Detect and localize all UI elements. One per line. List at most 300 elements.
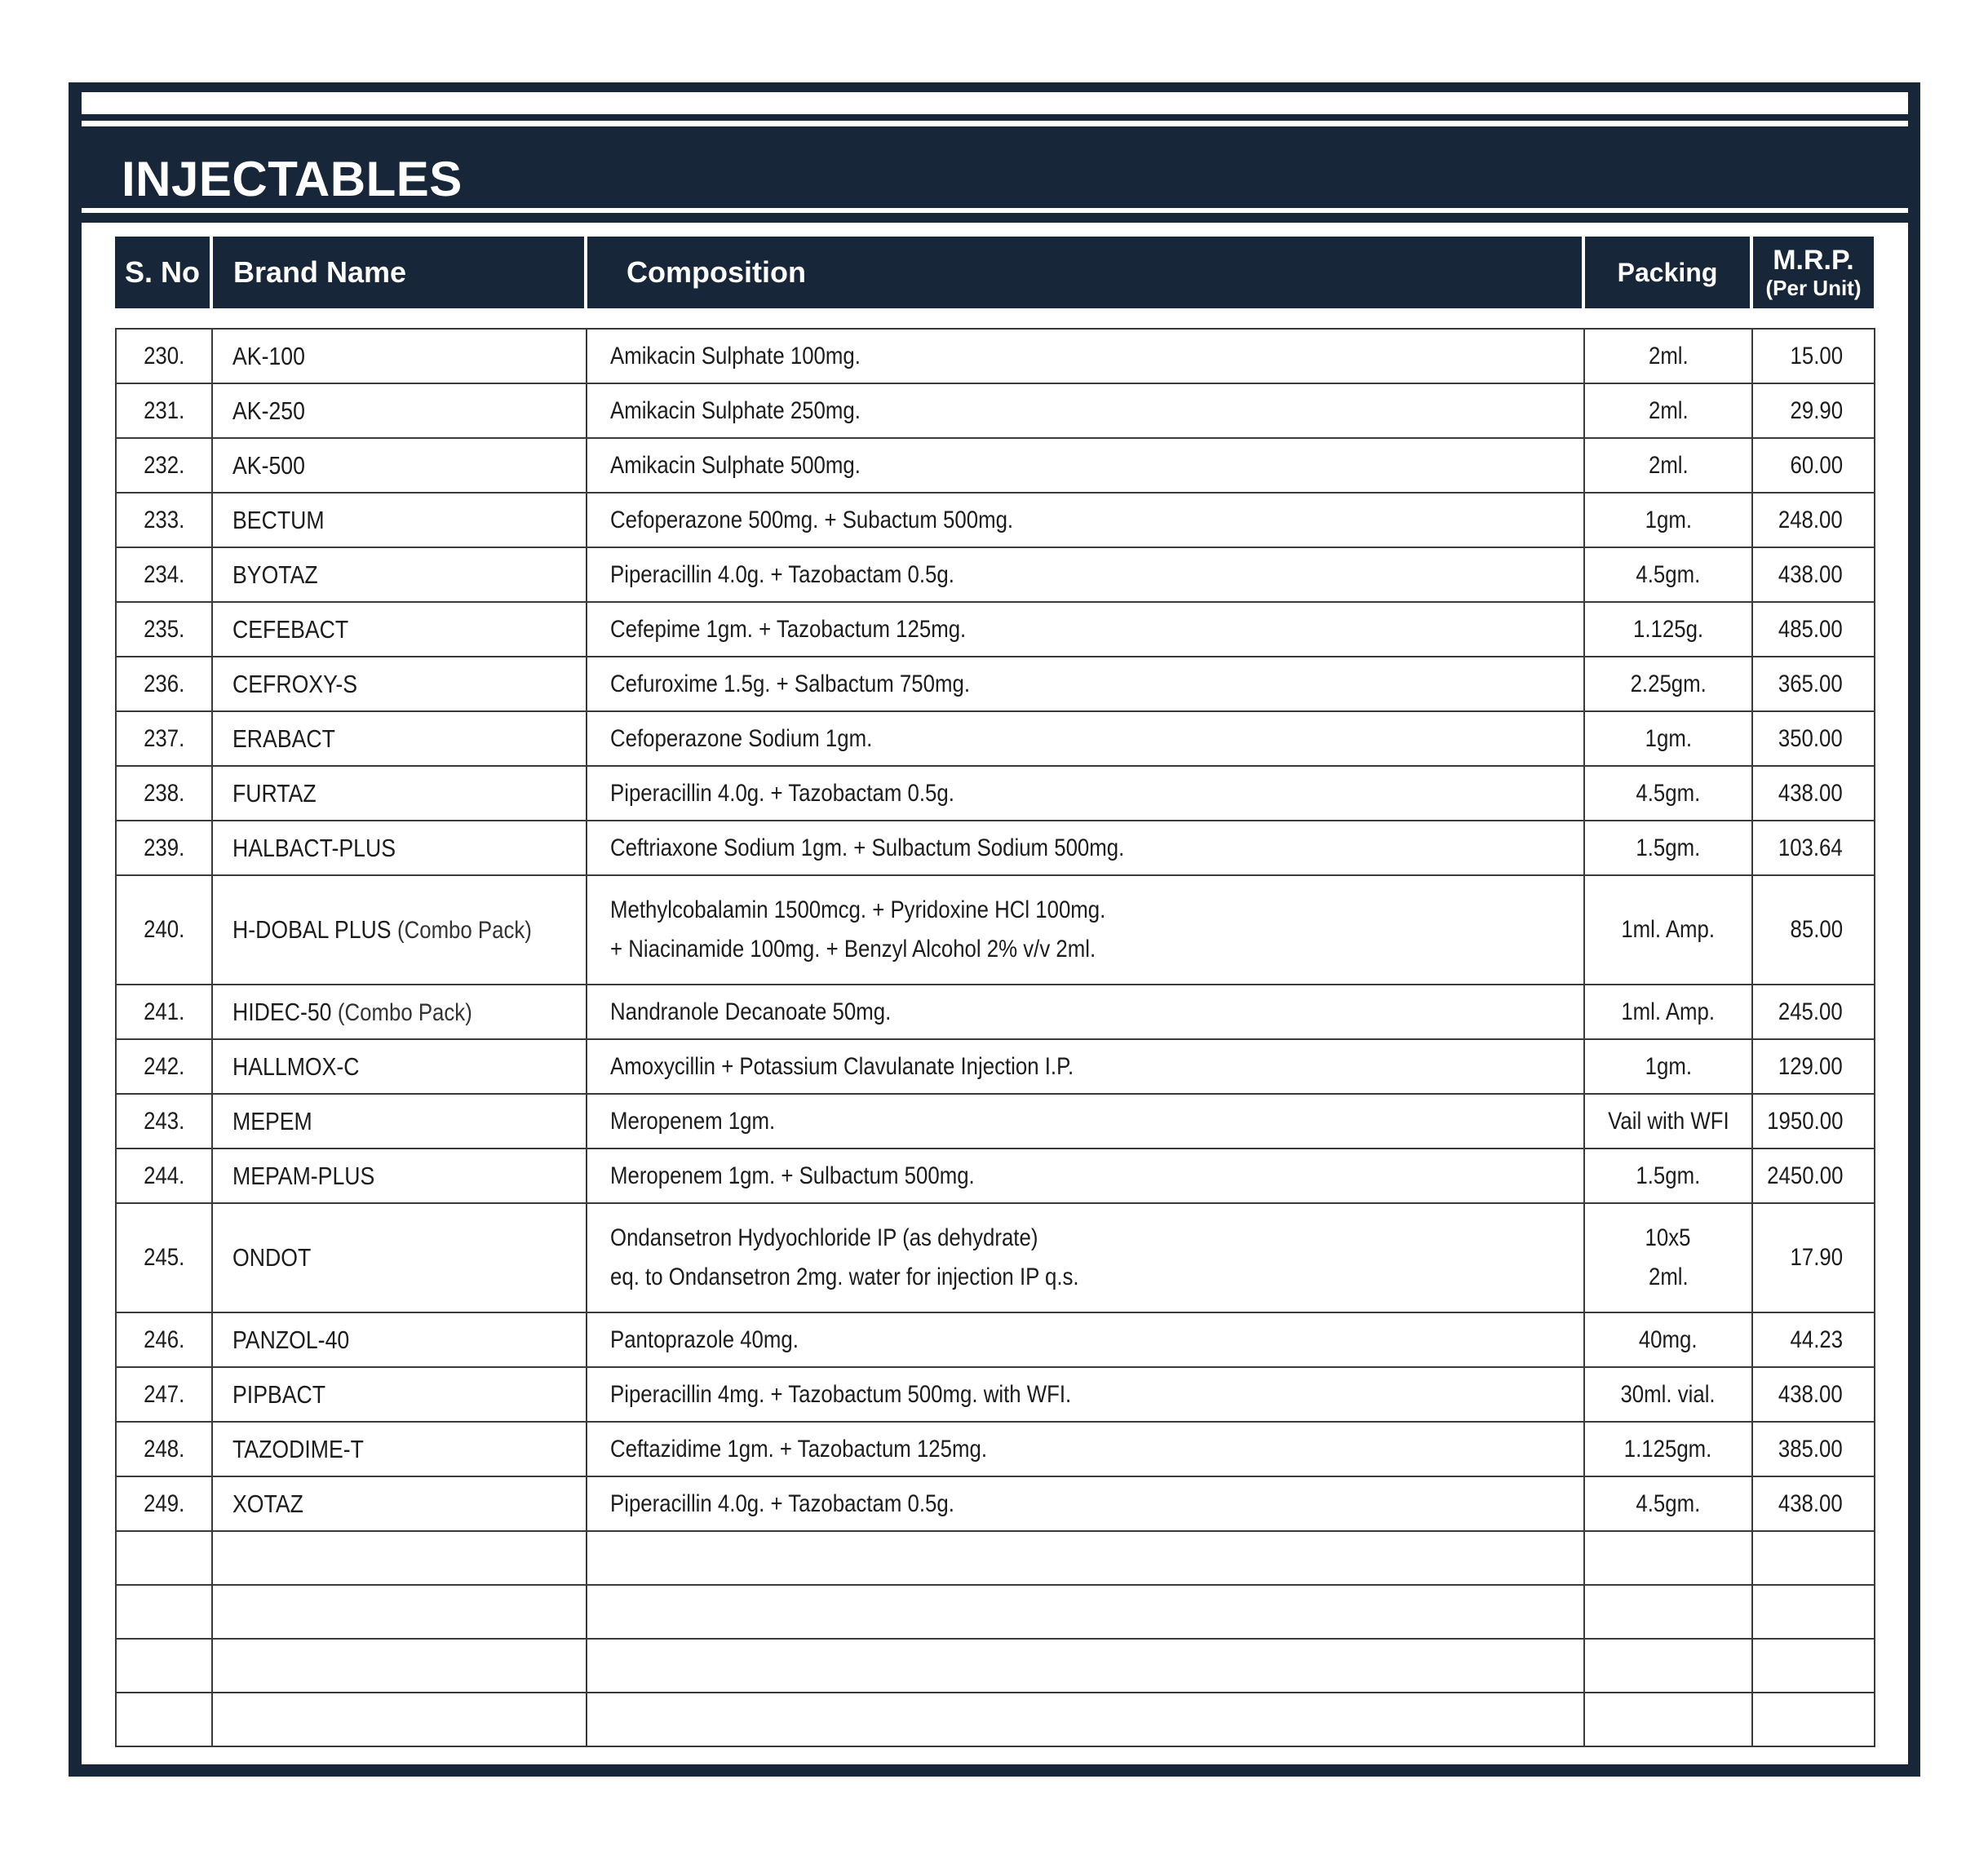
brand-wrap xyxy=(232,615,348,644)
brand-wrap xyxy=(232,998,472,1027)
cell-brand xyxy=(212,1367,587,1422)
composition-text: Meropenem 1gm. xyxy=(610,1107,776,1135)
packing-line xyxy=(1585,829,1751,868)
cell-sno xyxy=(116,1476,212,1531)
composition-text: Piperacillin 4.0g. + Tazobactam 0.5g. xyxy=(610,779,954,807)
table-row xyxy=(116,1312,1875,1367)
cell-mrp xyxy=(1752,657,1875,711)
cell-mrp xyxy=(1752,766,1875,821)
sno-text: 231. xyxy=(143,396,185,424)
packing-text: 4.5gm. xyxy=(1636,779,1701,807)
table-row xyxy=(116,1476,1875,1531)
packing-text: 2.25gm. xyxy=(1630,670,1707,697)
brand-wrap xyxy=(232,915,532,945)
mrp-value: 485.00 xyxy=(1778,615,1843,643)
cell-sno xyxy=(116,985,212,1039)
composition-text: Nandranole Decanoate 50mg. xyxy=(610,998,892,1025)
empty-cell xyxy=(1752,1693,1875,1746)
sno-text: 240. xyxy=(143,916,185,943)
composition-line xyxy=(610,774,1583,813)
brand-wrap xyxy=(232,724,335,754)
cell-packing xyxy=(1584,493,1752,547)
packing-text: 4.5gm. xyxy=(1636,560,1701,588)
mrp-value: 245.00 xyxy=(1778,998,1843,1025)
packing-text: 1ml. Amp. xyxy=(1621,998,1716,1025)
composition-line xyxy=(610,1485,1583,1524)
composition-line xyxy=(610,555,1583,595)
composition-text: Piperacillin 4.0g. + Tazobactam 0.5g. xyxy=(610,560,954,588)
packing-text: 40mg. xyxy=(1639,1326,1698,1353)
cell-packing xyxy=(1584,875,1752,985)
empty-cell xyxy=(116,1585,212,1639)
cell-brand xyxy=(212,438,587,493)
packing-text: 2ml. xyxy=(1648,396,1689,424)
composition-line xyxy=(610,1102,1583,1141)
empty-row xyxy=(116,1639,1875,1693)
cell-packing xyxy=(1584,602,1752,657)
packing-text: 2ml. xyxy=(1648,451,1689,479)
packing-line xyxy=(1585,910,1751,949)
column-header-mrp xyxy=(1753,237,1874,308)
packing-text: 10x5 xyxy=(1645,1224,1691,1251)
brand-note: (Combo Pack) xyxy=(396,917,532,944)
brand-name: AK-100 xyxy=(232,341,305,370)
cell-mrp xyxy=(1752,1039,1875,1094)
brand-wrap xyxy=(232,1435,364,1464)
cell-mrp xyxy=(1752,1476,1875,1531)
brand-name: ONDOT xyxy=(232,1243,312,1272)
mrp-value: 103.64 xyxy=(1778,834,1843,861)
composition-text: eq. to Ondansetron 2mg. water for injection IP q.s. xyxy=(610,1264,1079,1290)
table-row xyxy=(116,985,1875,1039)
mrp-value: 44.23 xyxy=(1790,1326,1843,1353)
empty-cell xyxy=(212,1531,587,1585)
brand-name: MEPEM xyxy=(232,1106,312,1135)
cell-mrp xyxy=(1752,1094,1875,1149)
brand-wrap xyxy=(232,1107,312,1136)
product-table xyxy=(115,328,1875,1747)
cell-brand xyxy=(212,1149,587,1203)
cell-brand xyxy=(212,985,587,1039)
composition-line xyxy=(610,610,1583,649)
table-row xyxy=(116,711,1875,766)
cell-sno xyxy=(116,602,212,657)
cell-packing xyxy=(1584,1367,1752,1422)
empty-cell xyxy=(587,1639,1584,1693)
cell-sno xyxy=(116,383,212,438)
empty-cell xyxy=(1584,1531,1752,1585)
brand-name: FURTAZ xyxy=(232,778,317,808)
brand-name: MEPAM-PLUS xyxy=(232,1161,375,1190)
empty-cell xyxy=(1752,1531,1875,1585)
cell-brand xyxy=(212,1039,587,1094)
empty-cell xyxy=(587,1693,1584,1746)
composition-text: + Niacinamide 100mg. + Benzyl Alcohol 2% v/v 2ml. xyxy=(610,936,1096,963)
empty-cell xyxy=(1584,1693,1752,1746)
brand-wrap xyxy=(232,1162,374,1191)
table-row xyxy=(116,602,1875,657)
brand-note: (Combo Pack) xyxy=(337,998,472,1026)
table-row xyxy=(116,1039,1875,1094)
composition-text: Piperacillin 4mg. + Tazobactum 500mg. with WFI. xyxy=(610,1380,1072,1408)
composition-line xyxy=(610,446,1583,485)
cell-mrp xyxy=(1752,1203,1875,1312)
mrp-header-label: M.R.P. xyxy=(1773,245,1854,276)
packing-text: 1gm. xyxy=(1645,506,1692,533)
cell-composition xyxy=(587,383,1584,438)
header-stripe-thin xyxy=(82,121,1908,126)
packing-line xyxy=(1585,1485,1751,1524)
cell-sno xyxy=(116,766,212,821)
cell-composition xyxy=(587,1039,1584,1094)
sno-text: 243. xyxy=(143,1107,185,1135)
cell-sno xyxy=(116,875,212,985)
sno-text: 230. xyxy=(143,342,185,370)
mrp-value: 385.00 xyxy=(1778,1435,1843,1463)
sno-text: 238. xyxy=(143,779,185,807)
packing-line xyxy=(1585,392,1751,431)
cell-packing xyxy=(1584,711,1752,766)
cell-mrp xyxy=(1752,1149,1875,1203)
sno-text: 245. xyxy=(143,1244,185,1271)
table-row xyxy=(116,1094,1875,1149)
cell-brand xyxy=(212,383,587,438)
cell-packing xyxy=(1584,547,1752,602)
packing-text: Vail with WFI xyxy=(1607,1107,1729,1135)
packing-line xyxy=(1585,665,1751,704)
cell-packing xyxy=(1584,1476,1752,1531)
brand-name: HALBACT-PLUS xyxy=(232,833,396,862)
cell-sno xyxy=(116,1203,212,1312)
brand-name: TAZODIME-T xyxy=(232,1434,364,1463)
table-row xyxy=(116,875,1875,985)
cell-composition xyxy=(587,1312,1584,1367)
empty-cell xyxy=(116,1693,212,1746)
cell-composition xyxy=(587,493,1584,547)
packing-text: 2ml. xyxy=(1648,1264,1689,1290)
cell-packing xyxy=(1584,329,1752,383)
brand-wrap xyxy=(232,834,396,863)
cell-brand xyxy=(212,657,587,711)
page-title: INJECTABLES xyxy=(122,152,463,206)
mrp-value: 29.90 xyxy=(1790,396,1843,424)
cell-mrp xyxy=(1752,329,1875,383)
brand-name: BECTUM xyxy=(232,505,325,534)
empty-cell xyxy=(587,1585,1584,1639)
empty-row xyxy=(116,1693,1875,1746)
cell-brand xyxy=(212,547,587,602)
cell-packing xyxy=(1584,1039,1752,1094)
composition-line xyxy=(610,930,1583,969)
brand-wrap xyxy=(232,1380,325,1410)
table-row xyxy=(116,1422,1875,1476)
packing-text: 1.5gm. xyxy=(1636,834,1701,861)
packing-line xyxy=(1585,1321,1751,1360)
cell-brand xyxy=(212,1203,587,1312)
packing-line xyxy=(1585,719,1751,759)
cell-packing xyxy=(1584,1094,1752,1149)
mrp-value: 248.00 xyxy=(1778,506,1843,533)
column-header-brand: Brand Name xyxy=(213,237,584,308)
empty-cell xyxy=(212,1585,587,1639)
composition-text: Ondansetron Hydyochloride IP (as dehydrate) xyxy=(610,1224,1038,1251)
packing-line xyxy=(1585,993,1751,1032)
cell-sno xyxy=(116,657,212,711)
brand-name: ERABACT xyxy=(232,724,335,753)
cell-composition xyxy=(587,1203,1584,1312)
brand-name: BYOTAZ xyxy=(232,560,318,589)
empty-row xyxy=(116,1585,1875,1639)
table-row xyxy=(116,383,1875,438)
cell-sno xyxy=(116,329,212,383)
composition-line xyxy=(610,1157,1583,1196)
packing-line xyxy=(1585,1157,1751,1196)
cell-composition xyxy=(587,1094,1584,1149)
brand-wrap xyxy=(232,451,305,480)
composition-text: Cefepime 1gm. + Tazobactum 125mg. xyxy=(610,615,967,643)
cell-composition xyxy=(587,875,1584,985)
empty-row xyxy=(116,1531,1875,1585)
packing-text: 30ml. vial. xyxy=(1620,1380,1716,1408)
sno-text: 235. xyxy=(143,615,185,643)
composition-line xyxy=(610,891,1583,930)
sno-text: 246. xyxy=(143,1326,185,1353)
cell-mrp xyxy=(1752,985,1875,1039)
composition-text: Cefuroxime 1.5g. + Salbactum 750mg. xyxy=(610,670,970,697)
packing-text: 1gm. xyxy=(1645,1052,1692,1080)
packing-line xyxy=(1585,1430,1751,1469)
table-row xyxy=(116,766,1875,821)
cell-brand xyxy=(212,875,587,985)
cell-sno xyxy=(116,547,212,602)
cell-composition xyxy=(587,1476,1584,1531)
packing-line xyxy=(1585,1375,1751,1414)
mrp-value: 129.00 xyxy=(1778,1052,1843,1080)
cell-mrp xyxy=(1752,493,1875,547)
composition-text: Ceftazidime 1gm. + Tazobactum 125mg. xyxy=(610,1435,988,1463)
empty-cell xyxy=(1584,1639,1752,1693)
packing-line xyxy=(1585,446,1751,485)
brand-name: AK-500 xyxy=(232,450,305,480)
composition-line xyxy=(610,1430,1583,1469)
mrp-value: 438.00 xyxy=(1778,560,1843,588)
composition-text: Amikacin Sulphate 250mg. xyxy=(610,396,861,424)
packing-line xyxy=(1585,1047,1751,1087)
cell-packing xyxy=(1584,438,1752,493)
composition-text: Methylcobalamin 1500mcg. + Pyridoxine HCl 100mg. xyxy=(610,896,1106,923)
brand-name: CEFEBACT xyxy=(232,614,349,644)
cell-packing xyxy=(1584,1312,1752,1367)
cell-sno xyxy=(116,711,212,766)
cell-mrp xyxy=(1752,1312,1875,1367)
brand-name: HIDEC-50 xyxy=(232,997,332,1026)
mrp-value: 438.00 xyxy=(1778,779,1843,807)
cell-composition xyxy=(587,547,1584,602)
cell-packing xyxy=(1584,1149,1752,1203)
cell-packing xyxy=(1584,821,1752,875)
cell-brand xyxy=(212,821,587,875)
cell-sno xyxy=(116,438,212,493)
cell-composition xyxy=(587,985,1584,1039)
table-row xyxy=(116,1149,1875,1203)
brand-name: XOTAZ xyxy=(232,1489,303,1518)
brand-wrap xyxy=(232,560,318,590)
cell-packing xyxy=(1584,766,1752,821)
brand-wrap xyxy=(232,779,317,808)
cell-mrp xyxy=(1752,1422,1875,1476)
cell-brand xyxy=(212,493,587,547)
brand-name: AK-250 xyxy=(232,396,305,425)
cell-mrp xyxy=(1752,875,1875,985)
composition-text: Meropenem 1gm. + Sulbactum 500mg. xyxy=(610,1162,975,1189)
sno-text: 234. xyxy=(143,560,185,588)
sno-text: 233. xyxy=(143,506,185,533)
cell-brand xyxy=(212,1312,587,1367)
cell-composition xyxy=(587,438,1584,493)
brand-wrap xyxy=(232,1489,303,1519)
brand-name: PIPBACT xyxy=(232,1379,326,1409)
packing-text: 4.5gm. xyxy=(1636,1489,1701,1517)
table-row xyxy=(116,438,1875,493)
cell-sno xyxy=(116,1422,212,1476)
packing-line xyxy=(1585,1219,1751,1258)
composition-line xyxy=(610,1219,1583,1258)
composition-line xyxy=(610,501,1583,540)
composition-line xyxy=(610,1375,1583,1414)
cell-packing xyxy=(1584,383,1752,438)
composition-line xyxy=(610,993,1583,1032)
packing-line xyxy=(1585,501,1751,540)
cell-composition xyxy=(587,1367,1584,1422)
cell-packing xyxy=(1584,1203,1752,1312)
composition-text: Piperacillin 4.0g. + Tazobactam 0.5g. xyxy=(610,1489,954,1517)
cell-brand xyxy=(212,602,587,657)
brand-name: CEFROXY-S xyxy=(232,669,358,698)
empty-cell xyxy=(116,1531,212,1585)
composition-text: Ceftriaxone Sodium 1gm. + Sulbactum Sodium 500mg. xyxy=(610,834,1125,861)
sno-text: 241. xyxy=(143,998,185,1025)
composition-line xyxy=(610,1047,1583,1087)
cell-mrp xyxy=(1752,821,1875,875)
cell-brand xyxy=(212,1094,587,1149)
composition-text: Amikacin Sulphate 100mg. xyxy=(610,342,861,370)
packing-text: 1.5gm. xyxy=(1636,1162,1701,1189)
sno-text: 244. xyxy=(143,1162,185,1189)
cell-packing xyxy=(1584,657,1752,711)
empty-cell xyxy=(587,1531,1584,1585)
cell-mrp xyxy=(1752,1367,1875,1422)
cell-sno xyxy=(116,1149,212,1203)
column-header-packing: Packing xyxy=(1585,237,1750,308)
cell-sno xyxy=(116,1039,212,1094)
composition-line xyxy=(610,1258,1583,1297)
composition-line xyxy=(610,829,1583,868)
cell-mrp xyxy=(1752,438,1875,493)
cell-mrp xyxy=(1752,711,1875,766)
cell-sno xyxy=(116,1094,212,1149)
packing-text: 1gm. xyxy=(1645,724,1692,752)
packing-text: 1ml. Amp. xyxy=(1621,916,1716,943)
cell-brand xyxy=(212,1422,587,1476)
composition-text: Cefoperazone Sodium 1gm. xyxy=(610,724,873,752)
composition-line xyxy=(610,719,1583,759)
cell-brand xyxy=(212,329,587,383)
cell-sno xyxy=(116,493,212,547)
cell-brand xyxy=(212,766,587,821)
packing-line xyxy=(1585,774,1751,813)
sno-text: 242. xyxy=(143,1052,185,1080)
composition-text: Amoxycillin + Potassium Clavulanate Injection I.P. xyxy=(610,1052,1074,1080)
packing-line xyxy=(1585,610,1751,649)
sno-text: 249. xyxy=(143,1489,185,1517)
composition-text: Amikacin Sulphate 500mg. xyxy=(610,451,861,479)
empty-cell xyxy=(116,1639,212,1693)
packing-text: 1.125g. xyxy=(1632,615,1704,643)
table-row xyxy=(116,493,1875,547)
cell-composition xyxy=(587,711,1584,766)
mrp-header-sublabel: (Per Unit) xyxy=(1765,276,1862,300)
mrp-value: 1950.00 xyxy=(1766,1107,1843,1135)
cell-packing xyxy=(1584,985,1752,1039)
mrp-value: 60.00 xyxy=(1790,451,1843,479)
column-header-sno: S. No xyxy=(115,237,210,308)
table-row xyxy=(116,329,1875,383)
mrp-value: 438.00 xyxy=(1778,1380,1843,1408)
cell-sno xyxy=(116,1312,212,1367)
brand-name: H-DOBAL PLUS xyxy=(232,915,392,944)
mrp-value: 438.00 xyxy=(1778,1489,1843,1517)
sno-text: 239. xyxy=(143,834,185,861)
packing-line xyxy=(1585,1102,1751,1141)
sno-text: 236. xyxy=(143,670,185,697)
brand-name: PANZOL-40 xyxy=(232,1325,350,1354)
brand-wrap xyxy=(232,1326,349,1355)
packing-line xyxy=(1585,1258,1751,1297)
brand-wrap xyxy=(232,506,325,535)
table-row xyxy=(116,1367,1875,1422)
cell-sno xyxy=(116,821,212,875)
empty-cell xyxy=(212,1693,587,1746)
empty-cell xyxy=(1752,1639,1875,1693)
sno-text: 247. xyxy=(143,1380,185,1408)
composition-line xyxy=(610,337,1583,376)
brand-wrap xyxy=(232,396,305,426)
composition-line xyxy=(610,392,1583,431)
composition-line xyxy=(610,1321,1583,1360)
brand-wrap xyxy=(232,1243,311,1272)
empty-cell xyxy=(212,1639,587,1693)
mrp-value: 2450.00 xyxy=(1766,1162,1843,1189)
mrp-value: 365.00 xyxy=(1778,670,1843,697)
table-row xyxy=(116,1203,1875,1312)
header-stripe-top xyxy=(82,92,1908,114)
packing-text: 2ml. xyxy=(1648,342,1689,370)
mrp-value: 17.90 xyxy=(1790,1244,1843,1271)
empty-cell xyxy=(1752,1585,1875,1639)
cell-composition xyxy=(587,1422,1584,1476)
cell-composition xyxy=(587,602,1584,657)
cell-composition xyxy=(587,766,1584,821)
packing-line xyxy=(1585,337,1751,376)
packing-line xyxy=(1585,555,1751,595)
mrp-value: 15.00 xyxy=(1790,342,1843,370)
cell-mrp xyxy=(1752,602,1875,657)
cell-sno xyxy=(116,1367,212,1422)
cell-composition xyxy=(587,1149,1584,1203)
table-row xyxy=(116,821,1875,875)
composition-text: Cefoperazone 500mg. + Subactum 500mg. xyxy=(610,506,1014,533)
empty-cell xyxy=(1584,1585,1752,1639)
